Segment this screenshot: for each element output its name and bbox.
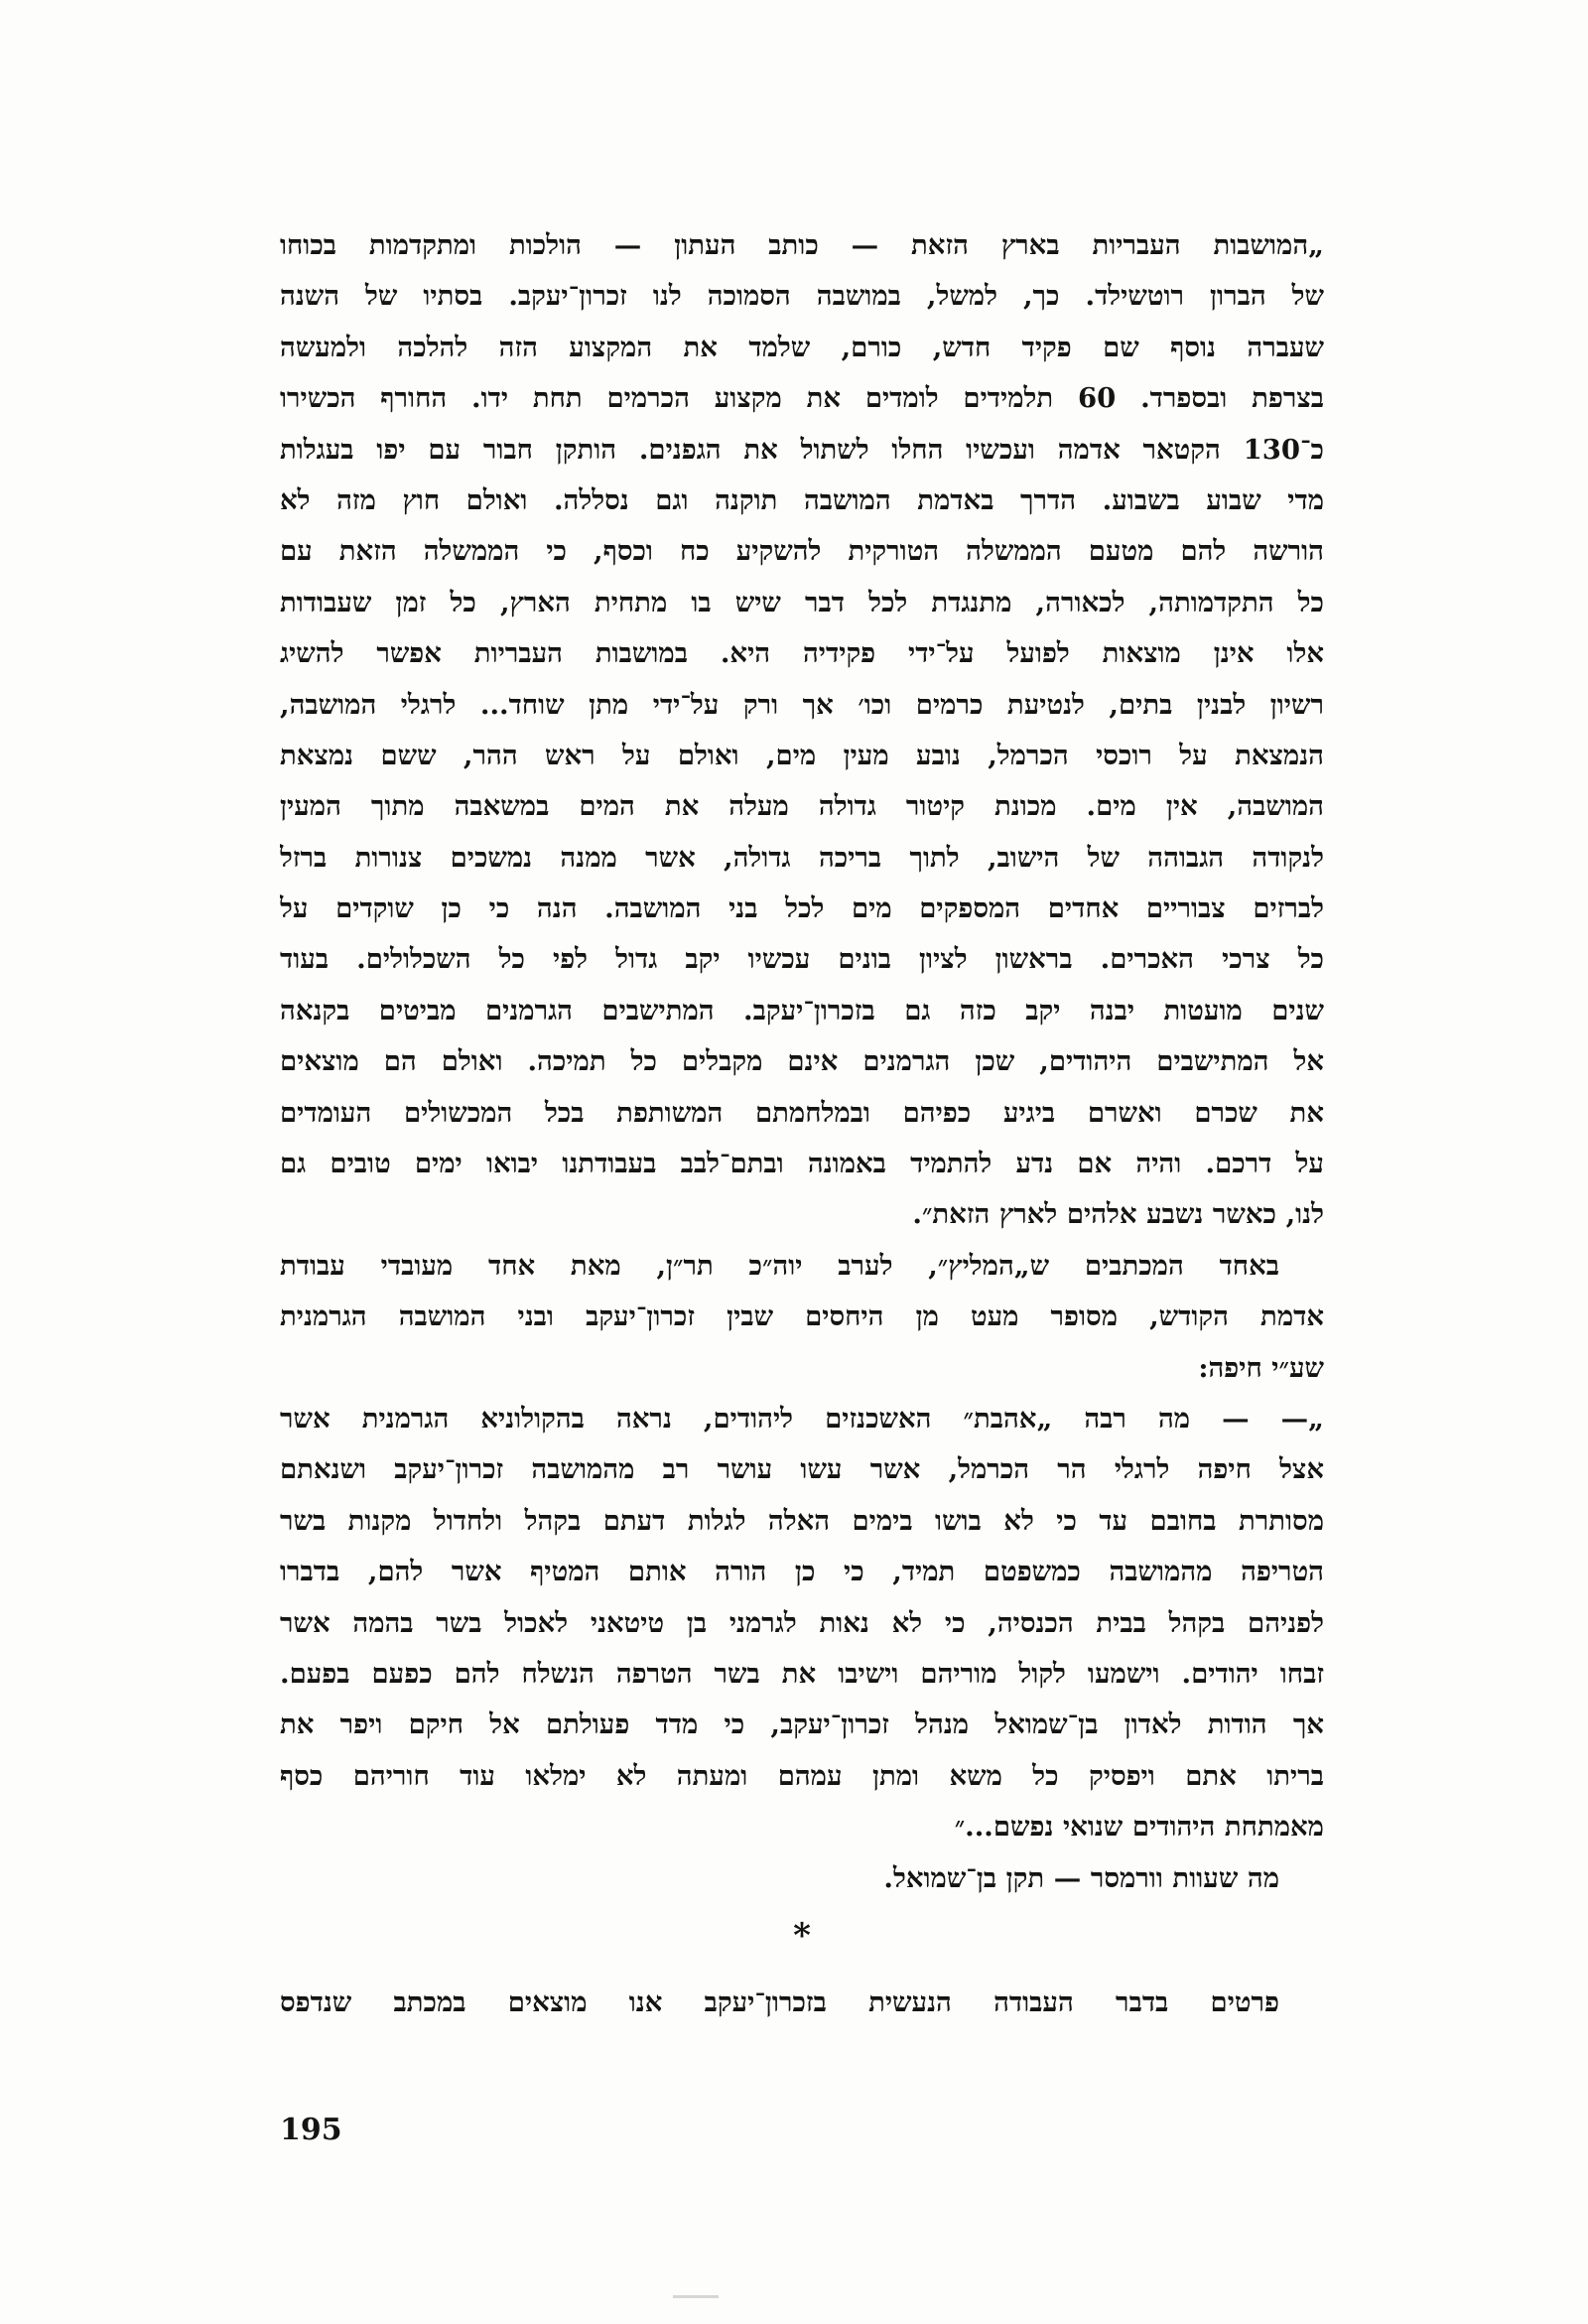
quote-line: זבחו יהודים. וישמעו לקול מוריהם וישיבו את בשר הטרפה הנשלח להם כפעם בפעם.: [280, 1657, 1324, 1690]
body-text: [280, 220, 1324, 2028]
text-line-paragraph-end: שע״י חיפה:: [1198, 1351, 1324, 1384]
text-line: רשיון לבנין בתים, לנטיעת כרמים וכו׳ אך ורק על־ידי מתן שוחד... לרגלי המושבה,: [280, 688, 1324, 721]
text-line-paragraph-end: לנו, כאשר נשבע אלהים לארץ הזאת״.: [912, 1198, 1324, 1231]
text-line: כ־130 הקטאר אדמה ועכשיו החלו לשתול את הגפנים. הותקן חבור עם יפו בעגלות: [280, 433, 1324, 466]
text-line: אל המתישבים היהודים, שכן הגרמנים אינם מקבלים כל תמיכה. ואולם הם מוצאים: [280, 1045, 1324, 1078]
quote-line: לפניהם בקהל בבית הכנסיה, כי לא נאות לגרמני בן טיטאני לאכול בשר בהמה אשר: [280, 1606, 1324, 1639]
quote-line: אצל חיפה לרגלי הר הכרמל, אשר עשו עושר רב מהמושבה זכרון־יעקב ושנאתם: [280, 1453, 1324, 1486]
text-line-paragraph-start: באחד המכתבים ש„המליץ״, לערב יוה״כ תר״ן, מאת אחד מעובדי עבודת: [280, 1249, 1279, 1282]
scan-artifact: [673, 2295, 719, 2298]
text-line: לברזים צבוריים אחדים המספקים מים לכל בני המושבה. הנה כי כן שוקדים על: [280, 892, 1324, 925]
text-line: בצרפת ובספרד. 60 תלמידים לומדים את מקצוע הכרמים תחת ידו. החורף הכשירו: [280, 382, 1324, 415]
text-line: אדמת הקודש, מסופר מעט מן היחסים שבין זכרון־יעקב ובני המושבה הגרמנית: [280, 1300, 1324, 1333]
text-line: על דרכם. והיה אם נדע להתמיד באמונה ובתם־לבב בעבודתנו יבואו ימים טובים גם: [280, 1148, 1324, 1180]
text-line: את שכרם ואשרם ביגיע כפיהם ובמלחמתם המשותפת בכל המכשולים העומדים: [280, 1096, 1324, 1129]
text-line: המושבה, אין מים. מכונת קיטור גדולה מעלה את המים במשאבה מתוך המעין: [280, 790, 1324, 823]
text-line: כל צרכי האכרים. בראשון לציון בונים עכשיו יקב גדול לפי כל השכלולים. בעוד: [280, 943, 1324, 976]
quote-line: הטריפה מהמושבה כמשפטם תמיד, כי כן הורה אותם המטיף אשר להם, בדברו: [280, 1556, 1324, 1588]
text-line: לנקודה הגבוהה של הישוב, לתוך בריכה גדולה, אשר ממנה נמשכים צנורות ברזל: [280, 841, 1324, 874]
page-number: 195: [280, 2113, 342, 2147]
text-line: „המושבות העבריות בארץ הזאת — כותב העתון — הולכות ומתקדמות בכוחו: [280, 229, 1324, 261]
text-line: הנמצאת על רוכסי הכרמל, נובע מעין מים, ואולם על ראש ההר, ששם נמצאת: [280, 739, 1324, 771]
quote-line: „— — מה רבה „אהבת״ האשכנזים ליהודים, נראה בהקולוניא הגרמנית אשר: [280, 1402, 1324, 1435]
quote-line: בריתו אתם ויפסיק כל משא ומתן עמהם ומעתה לא ימלאו עוד חוריהם כסף: [280, 1759, 1324, 1792]
quote-line-end: מאמתחת היהודים שנואי נפשם...״: [954, 1811, 1324, 1844]
quote-line: אך הודות לאדון בן־שמואל מנהל זכרון־יעקב, כי מדד פעולתם אל חיקם ויפר את: [280, 1709, 1324, 1741]
text-line: כל התקדמותה, לכאורה, מתנגדת לכל דבר שיש בו מתחית הארץ, כל זמן שעבודות: [280, 586, 1324, 618]
text-line: שעברה נוסף שם פקיד חדש, כורם, שלמד את המקצוע הזה להלכה ולמעשה: [280, 331, 1324, 363]
text-line: הורשה להם מטעם הממשלה הטורקית להשקיע כח וכסף, כי הממשלה הזאת עם: [280, 535, 1324, 568]
text-line: של הברון רוטשילד. כך, למשל, במושבה הסמוכה לנו זכרון־יעקב. בסתיו של השנה: [280, 280, 1324, 313]
text-line: אלו אינן מוצאות לפועל על־ידי פקידיה היא. במושבות העבריות אפשר להשיג: [280, 637, 1324, 670]
quote-signature: מה שעוות וורמסר — תקן בן־שמואל.: [883, 1861, 1279, 1894]
text-line: שנים מועטות יבנה יקב כזה גם בזכרון־יעקב. המתישבים הגרמנים מביטים בקנאה: [280, 994, 1324, 1026]
section-separator: *: [793, 1915, 811, 1956]
quote-line: מסותרת בחובם עד כי לא בושו בימים האלה לגלות דעתם בקהל ולחדול מקנות בשר: [280, 1504, 1324, 1537]
text-line: מדי שבוע בשבוע. הדרך באדמת המושבה תוקנה וגם נסללה. ואולם חוץ מזה לא: [280, 483, 1324, 516]
text-line-paragraph-start: פרטים בדבר העבודה הנעשית בזכרון־יעקב אנו מוצאים במכתב שנדפס: [280, 1985, 1279, 2018]
